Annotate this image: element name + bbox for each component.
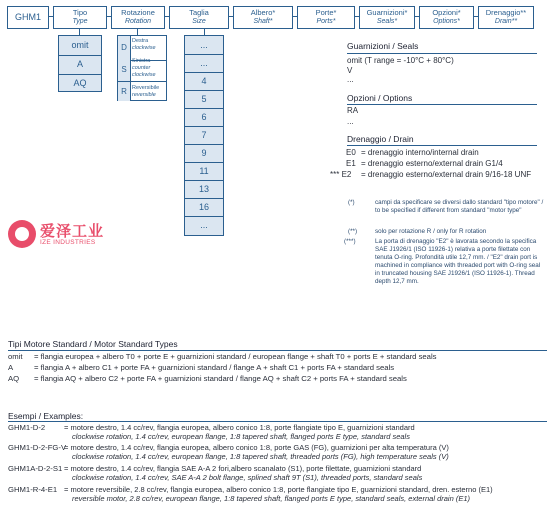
ports-header [297, 6, 355, 29]
shaft-header [233, 6, 293, 29]
drain-text: = drenaggio esterno/external drain 9/16-18 UNF [361, 170, 532, 179]
note-text: solo per rotazione R / only for R rotation [375, 228, 487, 235]
example-text [64, 443, 449, 461]
example-text [64, 464, 422, 482]
size-option: 4 [185, 72, 223, 91]
example-it: = motore destro, 1.4 cc/rev, flangia europea, albero conico 1:8, porte GAS (FG), guarnizioni per alta temperatura (V) [64, 443, 449, 452]
rotation-header [111, 6, 165, 29]
rotation-option-s [118, 58, 166, 82]
seals-title: Guarnizioni / Seals [347, 41, 419, 51]
rotation-header-it: Rotazione [121, 8, 155, 17]
size-option: 6 [185, 108, 223, 127]
motor-type-row [8, 374, 548, 384]
rotation-key: R [118, 82, 131, 101]
code-label: GHM1 [14, 12, 41, 22]
size-header-it: Taglia [189, 8, 209, 17]
example-text [64, 485, 493, 503]
rotation-key: S [118, 58, 131, 81]
drain-title: Drenaggio / Drain [347, 134, 414, 144]
motor-type-row [8, 352, 548, 362]
size-option: 7 [185, 126, 223, 145]
motor-type-text: = flangia A + albero C1 + porte FA + guarnizioni standard / flange A + shaft C1 + ports FA + standard seals [34, 363, 395, 372]
rotation-options [117, 35, 167, 101]
logo-cn: 爱泽工业 [40, 223, 105, 240]
type-option: A [59, 55, 101, 75]
company-logo-icon [8, 220, 36, 248]
ports-header-en: Ports* [316, 18, 336, 25]
options-title: Opzioni / Options [347, 93, 413, 103]
rotation-en: counter [132, 65, 151, 71]
type-header-en: Type [72, 18, 88, 25]
example-key: GHM1-D-2-FG-V [8, 443, 67, 452]
drain-header [478, 6, 534, 29]
rotation-key: D [118, 36, 131, 60]
example-it: = motore destro, 1.4 cc/rev, flangia SAE A-A 2 fori,albero scanalato (S1), porte filettate, guarnizioni standard [64, 464, 422, 473]
motor-type-text: = flangia europea + albero T0 + porte E + guarnizioni standard / european flange + shaft T0 + ports E + standard seals [34, 352, 437, 361]
motor-type-key: AQ [8, 374, 20, 383]
type-options [58, 35, 102, 92]
example-en: clockwise rotation, 1.4 cc/rev, european flange, 1:8 tapered shaft, flanged ports E type, standard seals [72, 432, 410, 441]
rotation-it: Reversibile [132, 85, 160, 91]
rotation-header-en: Rotation [124, 18, 152, 25]
seals-line: V [347, 66, 353, 75]
type-header-it: Tipo [72, 8, 88, 17]
ports-header-it: Porte* [315, 8, 337, 17]
size-options [184, 35, 224, 236]
rotation-it: Sinistra [132, 58, 151, 64]
drain-key: *** E2 [330, 170, 352, 179]
note-mark: (***) [344, 238, 356, 245]
size-option: 11 [185, 162, 223, 181]
options-header-en: Options* [433, 18, 460, 25]
options-line: RA [347, 106, 359, 115]
rotation-option-r [118, 82, 166, 101]
example-en: clockwise rotation, 1.4 cc/rev, SAE A-A 2 bolt flange, splined shaft 9T (S1), threaded ports, standard seals [72, 473, 423, 482]
motor-type-key: A [8, 363, 14, 372]
type-option: AQ [73, 78, 87, 88]
drain-header-it: Drenaggio** [485, 8, 527, 17]
size-option: 13 [185, 180, 223, 199]
motor-types-title: Tipi Motore Standard / Motor Standard Types [8, 339, 178, 349]
motor-type-row [8, 363, 548, 373]
drain-text: = drenaggio esterno/external drain G1/4 [361, 159, 503, 168]
drain-key: E1 [346, 159, 356, 168]
seals-line: omit (T range = -10°C + 80°C) [347, 56, 454, 65]
seals-header [359, 6, 415, 29]
note-mark: (**) [348, 228, 358, 235]
options-line: ... [347, 117, 354, 126]
shaft-header-it: Albero* [250, 8, 276, 17]
logo-en: IZE INDUSTRIES [40, 239, 96, 246]
example-key: GHM1-D-2 [8, 423, 46, 432]
type-header [53, 6, 107, 29]
examples-title: Esempi / Examples: [8, 411, 84, 421]
drain-header-en: Drain** [494, 18, 518, 25]
example-en: reversible motor, 2.8 cc/rev, european flange, 1:8 tapered shaft, flanged ports E type, standard seals, external drain (E1) [72, 494, 471, 503]
options-header [419, 6, 474, 29]
seals-header-it: Guarnizioni* [366, 8, 408, 17]
motor-type-key: omit [8, 352, 23, 361]
example-key: GHM1A-D-2-S1 [8, 464, 63, 473]
rotation-en: clockwise [132, 72, 156, 78]
motor-type-text: = flangia AQ + albero C2 + porte FA + guarnizioni standard / flange AQ + shaft C2 + ports FA + standard seals [34, 374, 407, 383]
options-header-it: Opzioni* [432, 8, 461, 17]
size-header [169, 6, 229, 29]
example-it: = motore destro, 1.4 cc/rev, flangia europea, albero conico 1:8, porte flangiate tipo E, guarnizioni standard [64, 423, 415, 432]
seals-header-en: Seals* [376, 18, 398, 25]
example-it: = motore reversibile, 2.8 cc/rev, flangia europea, albero conico 1:8, porte flangiate tipo E, guarnizioni standard, dren. esterno (E1) [64, 485, 493, 494]
rotation-en: clockwise [132, 45, 156, 51]
shaft-header-en: Shaft* [253, 18, 273, 25]
drain-key: E0 [346, 148, 356, 157]
size-option: ... [185, 36, 223, 55]
rotation-it: Destra [132, 38, 149, 44]
size-header-en: Size [192, 18, 206, 25]
note-text: La porta di drenaggio "E2" è lavorata secondo la specifica SAE J1926/1 (ISO 11926-1) relativa a porte filettate con tenuta O-ring. Profondità utile 12,7 mm. / "E2" drain port is machined in compliance with threaded port with O-ring seal in truncated housing SAE J1926/1 (ISO 11926-1). Thread depth 12,7 mm. [375, 238, 541, 285]
example-text [64, 423, 415, 441]
seals-line: ... [347, 75, 354, 84]
size-option: 5 [185, 90, 223, 109]
size-option: 16 [185, 198, 223, 217]
note-mark: (*) [348, 199, 355, 206]
size-option: ... [185, 54, 223, 73]
note-text: campi da specificare se diversi dallo standard "tipo motore" / to be specified if different from standard "motor type" [375, 199, 544, 214]
code-box [7, 6, 49, 29]
example-en: clockwise rotation, 1.4 cc/rev, european flange, 1:8 tapered shaft, threaded ports (FG), high temperature seals (V) [72, 452, 449, 461]
size-option: ... [200, 220, 208, 230]
rotation-en: reversible [132, 92, 156, 98]
type-option: omit [59, 36, 101, 56]
size-option: 9 [185, 144, 223, 163]
example-key: GHM1-R-4-E1 [8, 485, 58, 494]
drain-text: = drenaggio interno/internal drain [361, 148, 479, 157]
